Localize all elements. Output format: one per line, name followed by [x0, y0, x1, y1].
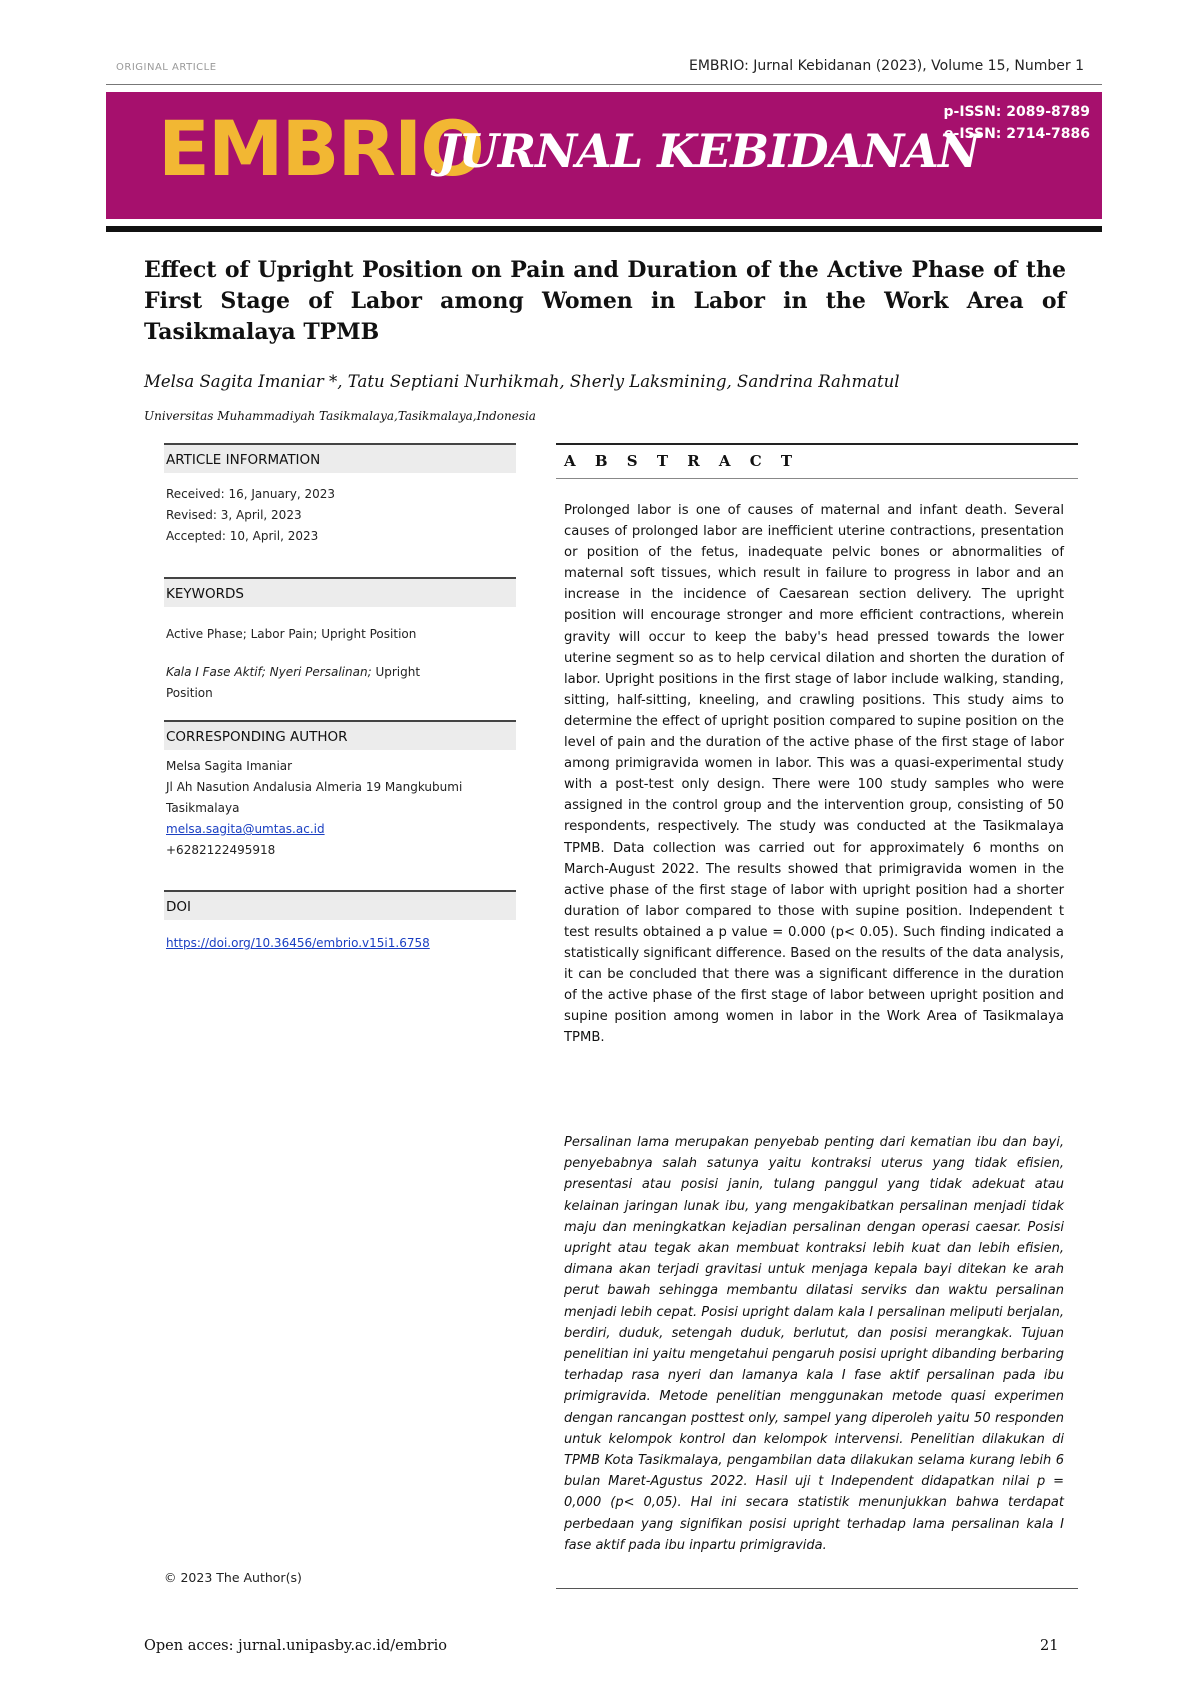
keywords-indonesian-line2: Position	[166, 686, 213, 700]
corresponding-address-1: Jl Ah Nasution Andalusia Almeria 19 Mangkubumi	[166, 780, 463, 794]
journal-name: JURNAL KEBIDANAN	[438, 124, 980, 178]
article-title: Effect of Upright Position on Pain and Duration of the Active Phase of the First Stage of Labor among Women in Labor in the Work Area of Tasikmalaya TPMB	[144, 257, 1066, 345]
journal-citation-header: EMBRIO: Jurnal Kebidanan (2023), Volume 15, Number 1	[688, 58, 1084, 74]
keywords-indonesian	[166, 662, 420, 683]
journal-banner	[106, 92, 1102, 219]
p-issn: p-ISSN: 2089-8789	[943, 104, 1090, 120]
author-list: Melsa Sagita Imaniar *, Tatu Septiani Nurhikmah, Sherly Laksmining, Sandrina Rahmatul	[144, 372, 900, 391]
affiliation: Universitas Muhammadiyah Tasikmalaya,Tasikmalaya,Indonesia	[144, 409, 536, 423]
doi-link[interactable]: https://doi.org/10.36456/embrio.v15i1.6758	[166, 936, 430, 950]
abstract-bottom-rule	[556, 1588, 1078, 1589]
corresponding-address-2: Tasikmalaya	[166, 801, 240, 815]
keywords-english: Active Phase; Labor Pain; Upright Position	[166, 627, 417, 641]
abstract-indonesian: Persalinan lama merupakan penyebab penting dari kematian ibu dan bayi, penyebabnya salah satunya yaitu kontraksi uterus yang tidak efisien, presentasi atau posisi janin, tulang panggul yang tidak adekuat atau kelainan jaringan lunak ibu, yang mengakibatkan persalinan menjadi tidak maju dan meningkatkan kejadian persalinan dengan operasi caesar. Posisi upright atau tegak akan membuat kontraksi lebih kuat dan lebih efisien, dimana akan terjadi gravitasi untuk menjaga kepala bayi ditekan ke arah perut bawah sehingga membantu dilatasi serviks dan waktu persalinan menjadi lebih cepat. Posisi upright dalam kala I persalinan meliputi berjalan, berdiri, duduk, setengah duduk, berlutut, dan posisi merangkak. Tujuan penelitian ini yaitu mengetahui pengaruh posisi upright dibanding berbaring terhadap rasa nyeri dan lamanya kala I fase aktif persalinan pada ibu primigravida. Metode penelitian menggunakan metode quasi experimen dengan rancangan posttest only, sampel yang diperoleh yaitu 50 responden untuk kelompok kontrol dan kelompok intervensi. Penelitian dilakukan di TPMB Kota Tasikmalaya, pengambilan data dilakukan selama kurang lebih 6 bulan Maret-Agustus 2022. Hasil uji t Independent didapatkan nilai p = 0,000 (p< 0,05). Hal ini secara statistik menunjukkan bahwa terdapat perbedaan yang signifikan posisi upright terhadap lama persalinan kala I fase aktif pada ibu inpartu primigravida.	[564, 1135, 1064, 1553]
embrio-logo: EMBRIO	[158, 104, 483, 193]
abstract-heading: A B S T R A C T	[556, 443, 1078, 479]
banner-rule	[106, 226, 1102, 232]
revised-date: Revised: 3, April, 2023	[166, 508, 302, 522]
page-number: 21	[1040, 1638, 1059, 1654]
header-rule	[106, 84, 1102, 85]
received-date: Received: 16, January, 2023	[166, 487, 336, 501]
doi-heading: DOI	[164, 890, 516, 920]
accepted-date: Accepted: 10, April, 2023	[166, 529, 319, 543]
article-info-heading: ARTICLE INFORMATION	[164, 443, 516, 473]
article-sidebar	[164, 443, 516, 1593]
keywords-indonesian-italic: Kala I Fase Aktif; Nyeri Persalinan;	[166, 665, 372, 679]
abstract-english: Prolonged labor is one of causes of maternal and infant death. Several causes of prolonged labor are inefficient uterine contractions, presentation or position of the fetus, inadequate pelvic bones or abnormalities of maternal soft tissues, which result in failure to progress in labor and an increase in the incidence of Caesarean section delivery. The upright position will encourage stronger and more efficient contractions, wherein gravity will occur to keep the baby's head pressed towards the lower uterine segment so as to help cervical dilation and shorten the duration of labor. Upright positions in the first stage of labor include walking, standing, sitting, half-sitting, kneeling, and crawling positions. This study aims to determine the effect of upright position compared to supine position on the level of pain and the duration of the active phase of the first stage of labor among primigravida women in labor. This was a quasi-experimental study with a post-test only design. There were 100 study samples who were assigned in the control group and the intervention group, consisting of 50 respondents, respectively. The study was conducted at the Tasikmalaya TPMB. Data collection was carried out for approximately 6 months on March-August 2022. The results showed that primigravida women in the active phase of the first stage of labor with upright position had a shorter duration of labor compared to those with supine position. Independent t test results obtained a p value = 0.000 (p< 0.05). Such finding indicated a statistically significant difference. Based on the results of the data analysis, it can be concluded that there was a significant difference in the duration of the active phase of the first stage of labor between upright position and supine position among women in labor in the Work Area of Tasikmalaya TPMB.	[564, 503, 1064, 1046]
keywords-heading: KEYWORDS	[164, 577, 516, 607]
corresponding-name: Melsa Sagita Imaniar	[166, 759, 293, 773]
e-issn: e-ISSN: 2714-7886	[944, 126, 1090, 142]
keywords-indonesian-upright: Upright	[375, 665, 421, 679]
corresponding-email-link[interactable]: melsa.sagita@umtas.ac.id	[166, 822, 325, 836]
corresponding-phone: +6282122495918	[166, 843, 276, 857]
article-type-label: ORIGINAL ARTICLE	[116, 62, 217, 73]
open-access-footer: Open acces: jurnal.unipasby.ac.id/embrio	[144, 1638, 448, 1654]
copyright: © 2023 The Author(s)	[164, 1570, 302, 1585]
corresponding-author-heading: CORRESPONDING AUTHOR	[164, 720, 516, 750]
